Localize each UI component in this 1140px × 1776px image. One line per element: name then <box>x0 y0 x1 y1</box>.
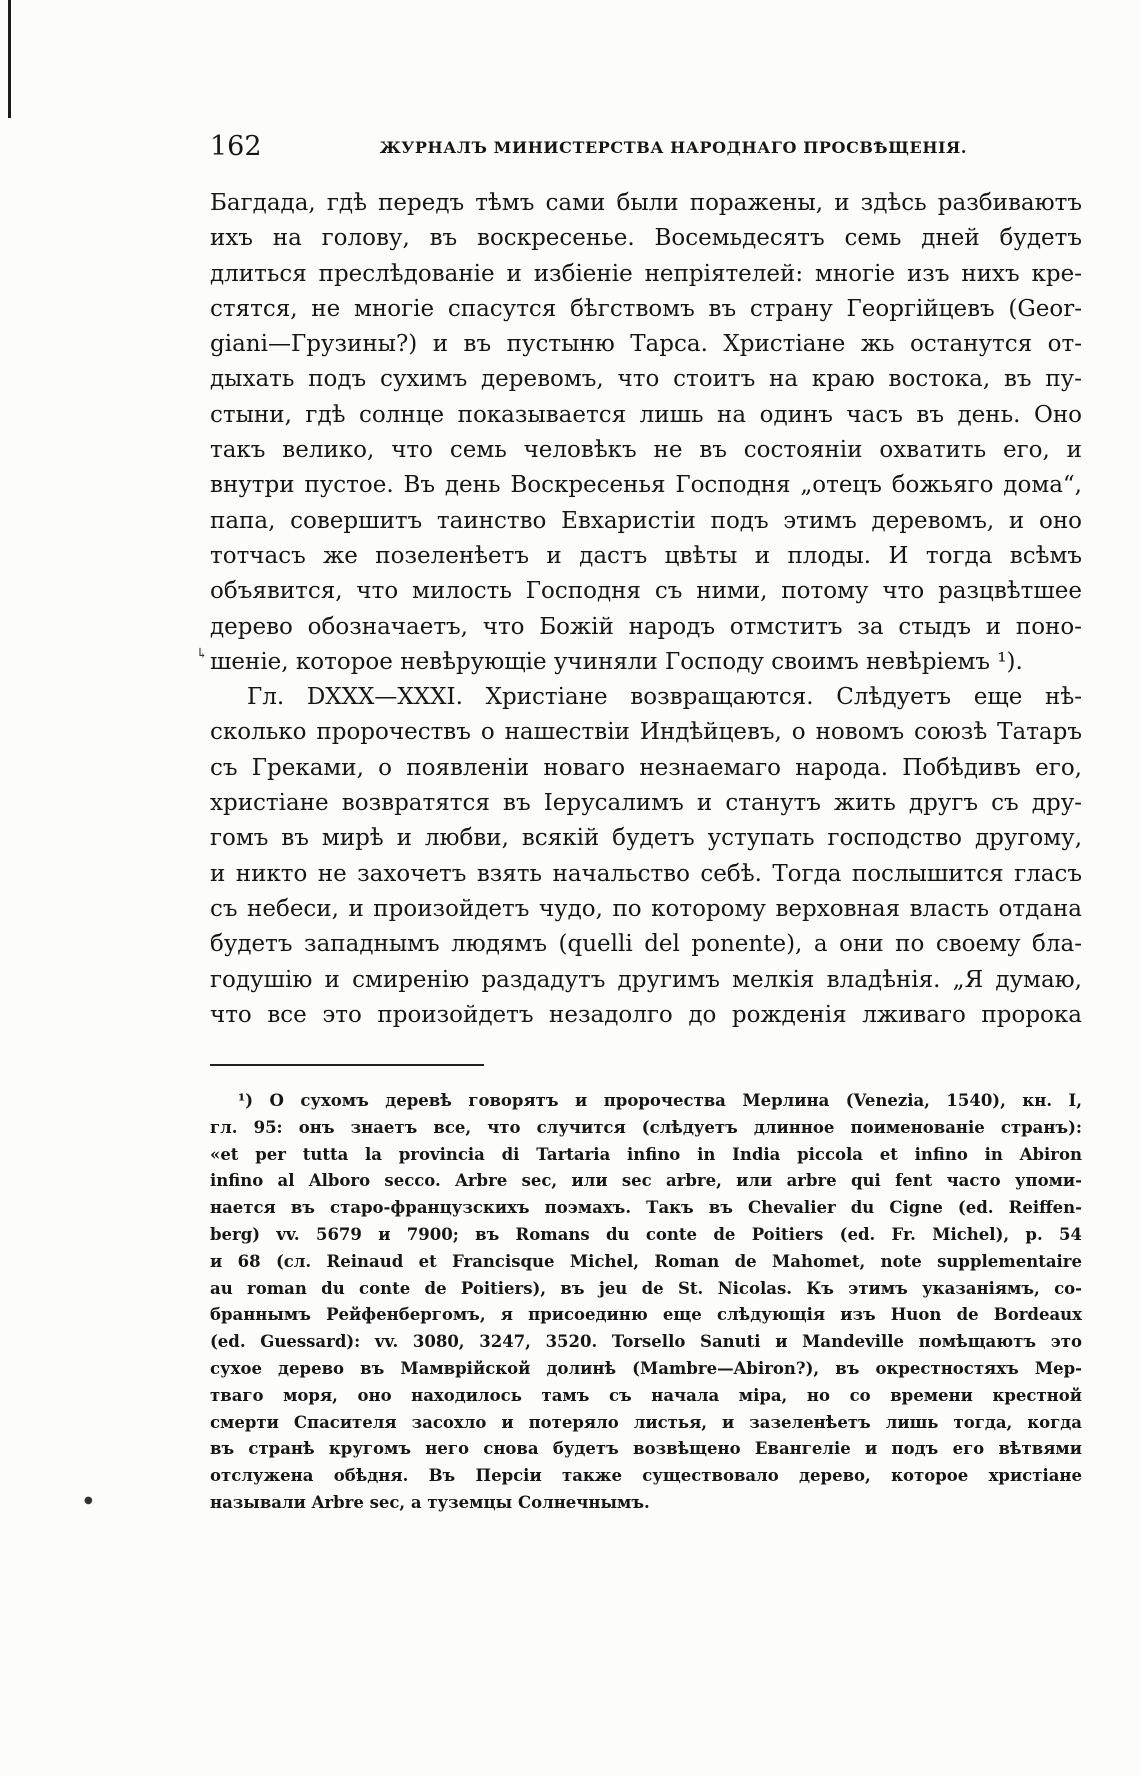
text-line: годушію и смиренію раздадутъ другимъ мелкія владѣнія. „Я думаю, <box>210 966 1082 993</box>
running-title: ЖУРНАЛЪ МИНИСТЕРСТВА НАРОДНАГО ПРОСВѢЩЕНІЯ. <box>379 138 967 157</box>
text-line: стятся, не многіе спасутся бѣгствомъ въ страну Георгійцевъ (Geor- <box>210 295 1082 322</box>
text-line: гомъ въ мирѣ и любви, всякій будетъ уступать господство другому, <box>210 825 1082 852</box>
margin-dot: ● <box>84 1495 93 1506</box>
text-line: съ Греками, о появленіи новаго незнаемаго народа. Побѣдивъ его, <box>210 754 1082 781</box>
text-line: папа, совершитъ таинство Евхаристіи подъ этимъ деревомъ, и оно <box>210 507 1082 534</box>
text-line: тотчасъ же позеленѣетъ и дастъ цвѣты и плоды. И тогда всѣмъ <box>210 542 1082 569</box>
text-line: объявится, что милость Господня съ ними, потому что разцвѣтшее <box>210 578 1082 605</box>
footnote-line: «et per tutta la provincia di Tartaria infino in India piccola et infino in Abiron <box>210 1144 1082 1164</box>
page-header <box>210 130 967 166</box>
footnote-line: нается въ старо-французскихъ поэмахъ. Такъ въ Chevalier du Cigne (ed. Reiffen- <box>210 1198 1082 1218</box>
text-line: съ небеси, и произойдетъ чудо, по которому верховная власть отдана <box>210 895 1082 922</box>
text-line: ихъ на голову, въ воскресенье. Восемьдесятъ семь дней будетъ <box>210 225 1082 252</box>
footnote-line: сухое дерево въ Мамврійской долинѣ (Mambre—Abiron?), въ окрестностяхъ Мер- <box>210 1358 1082 1378</box>
text-line: будетъ западнымъ людямъ (quelli del ponente), а они по своему бла- <box>210 931 1082 958</box>
footnote-line: тваго моря, оно находилось тамъ съ начала міра, но со времени крестной <box>210 1385 1082 1405</box>
text-line: внутри пустое. Въ день Воскресенья Господня „отецъ божьяго дома“, <box>210 472 1082 499</box>
text-line: дерево обозначаетъ, что Божій народъ отмститъ за стыдъ и поно- <box>210 613 1082 640</box>
text-line: Багдада, гдѣ передъ тѣмъ сами были поражены, и здѣсь разбиваютъ <box>210 190 1082 216</box>
footnote-line: и 68 (сл. Reinaud et Francisque Michel, Roman de Mahomet, note supplementaire <box>210 1251 1082 1271</box>
page-number: 162 <box>210 131 262 162</box>
footnote-line: au roman du conte de Poitiers), въ jeu de St. Nicolas. Къ этимъ указаніямъ, со- <box>210 1278 1082 1298</box>
margin-mark: ↳ <box>196 646 208 662</box>
text-line: Гл. DXXX—XXXI. Христіане возвращаются. Слѣдуетъ еще нѣ- <box>247 684 1082 711</box>
text-line: христіане возвратятся въ Іерусалимъ и станутъ жить другъ съ дру- <box>210 790 1082 817</box>
text-line: сколько пророчествъ о нашествіи Индѣйцевъ, о новомъ союзѣ Татаръ <box>210 719 1082 746</box>
footnote-line: въ странѣ кругомъ него снова будетъ возвѣщено Евангеліе и подъ его вѣтвями <box>210 1439 1082 1459</box>
binding-edge-rule <box>8 0 11 118</box>
footnote-line: (ed. Guessard): vv. 3080, 3247, 3520. Torsello Sanuti и Mandeville помѣщаютъ это <box>210 1332 1082 1352</box>
footnote-line: berg) vv. 5679 и 7900; въ Romans du conte de Poitiers (ed. Fr. Michel), p. 54 <box>210 1224 1082 1244</box>
footnote-line: смерти Спасителя засохло и потеряло листья, и зазеленѣетъ лишь тогда, когда <box>210 1412 1082 1432</box>
text-line: длиться преслѣдованіе и избіеніе непріятелей: многіе изъ нихъ кре- <box>210 260 1082 287</box>
footnote-line: отслужена обѣдня. Въ Персіи также существовало дерево, которое христіане <box>210 1466 1082 1486</box>
footnote-line: называли Arbre sec, а туземцы Солнечнымъ. <box>210 1492 650 1512</box>
text-line: giani—Грузины?) и въ пустыню Тарса. Христіане жь останутся от- <box>210 331 1082 358</box>
footnotes <box>210 1088 1082 1517</box>
text-line: и никто не захочетъ взять начальство себѣ. Тогда послышится гласъ <box>210 860 1082 887</box>
text-line: такъ велико, что семь человѣкъ не въ состояніи охватить его, и <box>210 437 1082 464</box>
footnote-line: браннымъ Рейфенбергомъ, я присоединю еще слѣдующія изъ Huon de Bordeaux <box>210 1305 1082 1325</box>
footnote-line: гл. 95: онъ знаетъ все, что случится (слѣдуетъ длинное поименованіе странъ): <box>210 1117 1082 1137</box>
text-line: дыхать подъ сухимъ деревомъ, что стоитъ на краю востока, въ пу- <box>210 366 1082 393</box>
main-text <box>210 186 1082 1033</box>
footnote-line: ¹) О сухомъ деревѣ говорятъ и пророчества Мерлина (Venezia, 1540), кн. I, <box>238 1091 1082 1110</box>
text-line: что все это произойдетъ незадолго до рожденія лживаго пророка <box>210 1001 1082 1028</box>
footnote-divider <box>210 1064 484 1066</box>
text-line: шеніе, которое невѣрующіе учиняли Господу своимъ невѣріемъ ¹). <box>210 648 1023 675</box>
footnote-line: infino al Alboro secco. Arbre sec, или sec arbre, или arbre qui fent часто упоми- <box>210 1171 1082 1191</box>
text-line: стыни, гдѣ солнце показывается лишь на одинъ часъ въ день. Оно <box>210 401 1082 428</box>
